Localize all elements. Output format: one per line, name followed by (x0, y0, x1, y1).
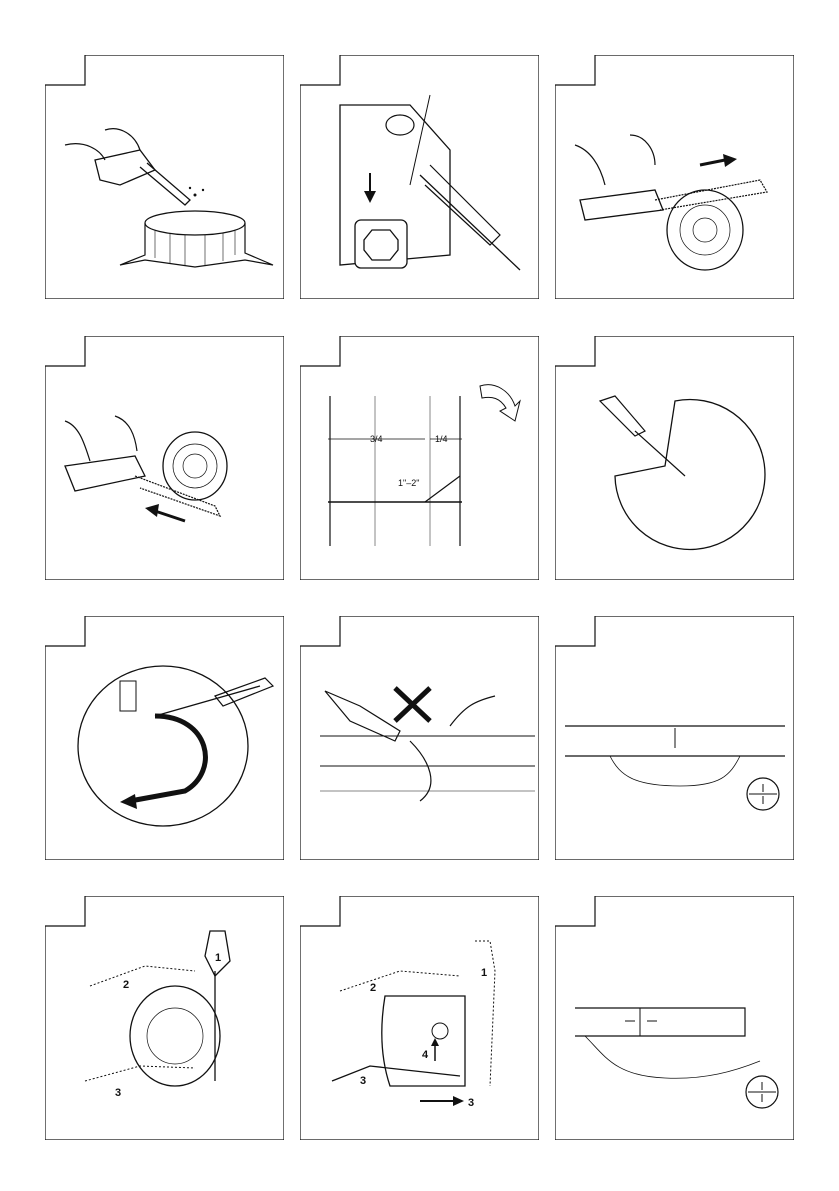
sequence-label-2: 2 (123, 979, 130, 991)
cutting-log-push-illustration (555, 55, 794, 299)
sequence-label-1: 1 (215, 952, 222, 964)
felling-cut-diagram (300, 336, 539, 580)
label-one-quarter: 1/4 (435, 434, 448, 444)
panel-11 (300, 896, 539, 1140)
notch-cut-log-illustration (555, 336, 794, 580)
log-supported-ends-illustration (555, 616, 794, 860)
panel-6 (555, 336, 794, 580)
branch-under-tension-illustration (300, 616, 539, 860)
sequence-label-4: 4 (422, 1049, 429, 1061)
sequence-label-1: 1 (481, 967, 488, 979)
rotating-cut-log-illustration (45, 616, 284, 860)
label-three-quarters: 3/4 (370, 434, 383, 444)
panel-12 (555, 896, 794, 1140)
chain-brake-illustration (300, 55, 539, 299)
chainsaw-stump-illustration (45, 55, 284, 299)
cutting-log-pull-illustration (45, 336, 284, 580)
panel-3 (555, 55, 794, 299)
sequence-label-3: 3 (115, 1087, 122, 1099)
sequence-label-2: 2 (370, 982, 377, 994)
sequence-label-3-arrow: 3 (468, 1097, 475, 1109)
panel-5 (300, 336, 539, 580)
panel-2 (300, 55, 539, 299)
cutting-sequence-large-log-illustration (45, 896, 284, 1140)
panel-7 (45, 616, 284, 860)
panel-9 (555, 616, 794, 860)
panel-4 (45, 336, 284, 580)
label-hinge-width: 1"–2" (398, 478, 420, 488)
panel-1 (45, 55, 284, 299)
cutting-sequence-bucking-illustration (300, 896, 539, 1140)
sequence-label-3: 3 (360, 1075, 367, 1087)
panel-10 (45, 896, 284, 1140)
log-supported-one-end-illustration (555, 896, 794, 1140)
panel-8 (300, 616, 539, 860)
